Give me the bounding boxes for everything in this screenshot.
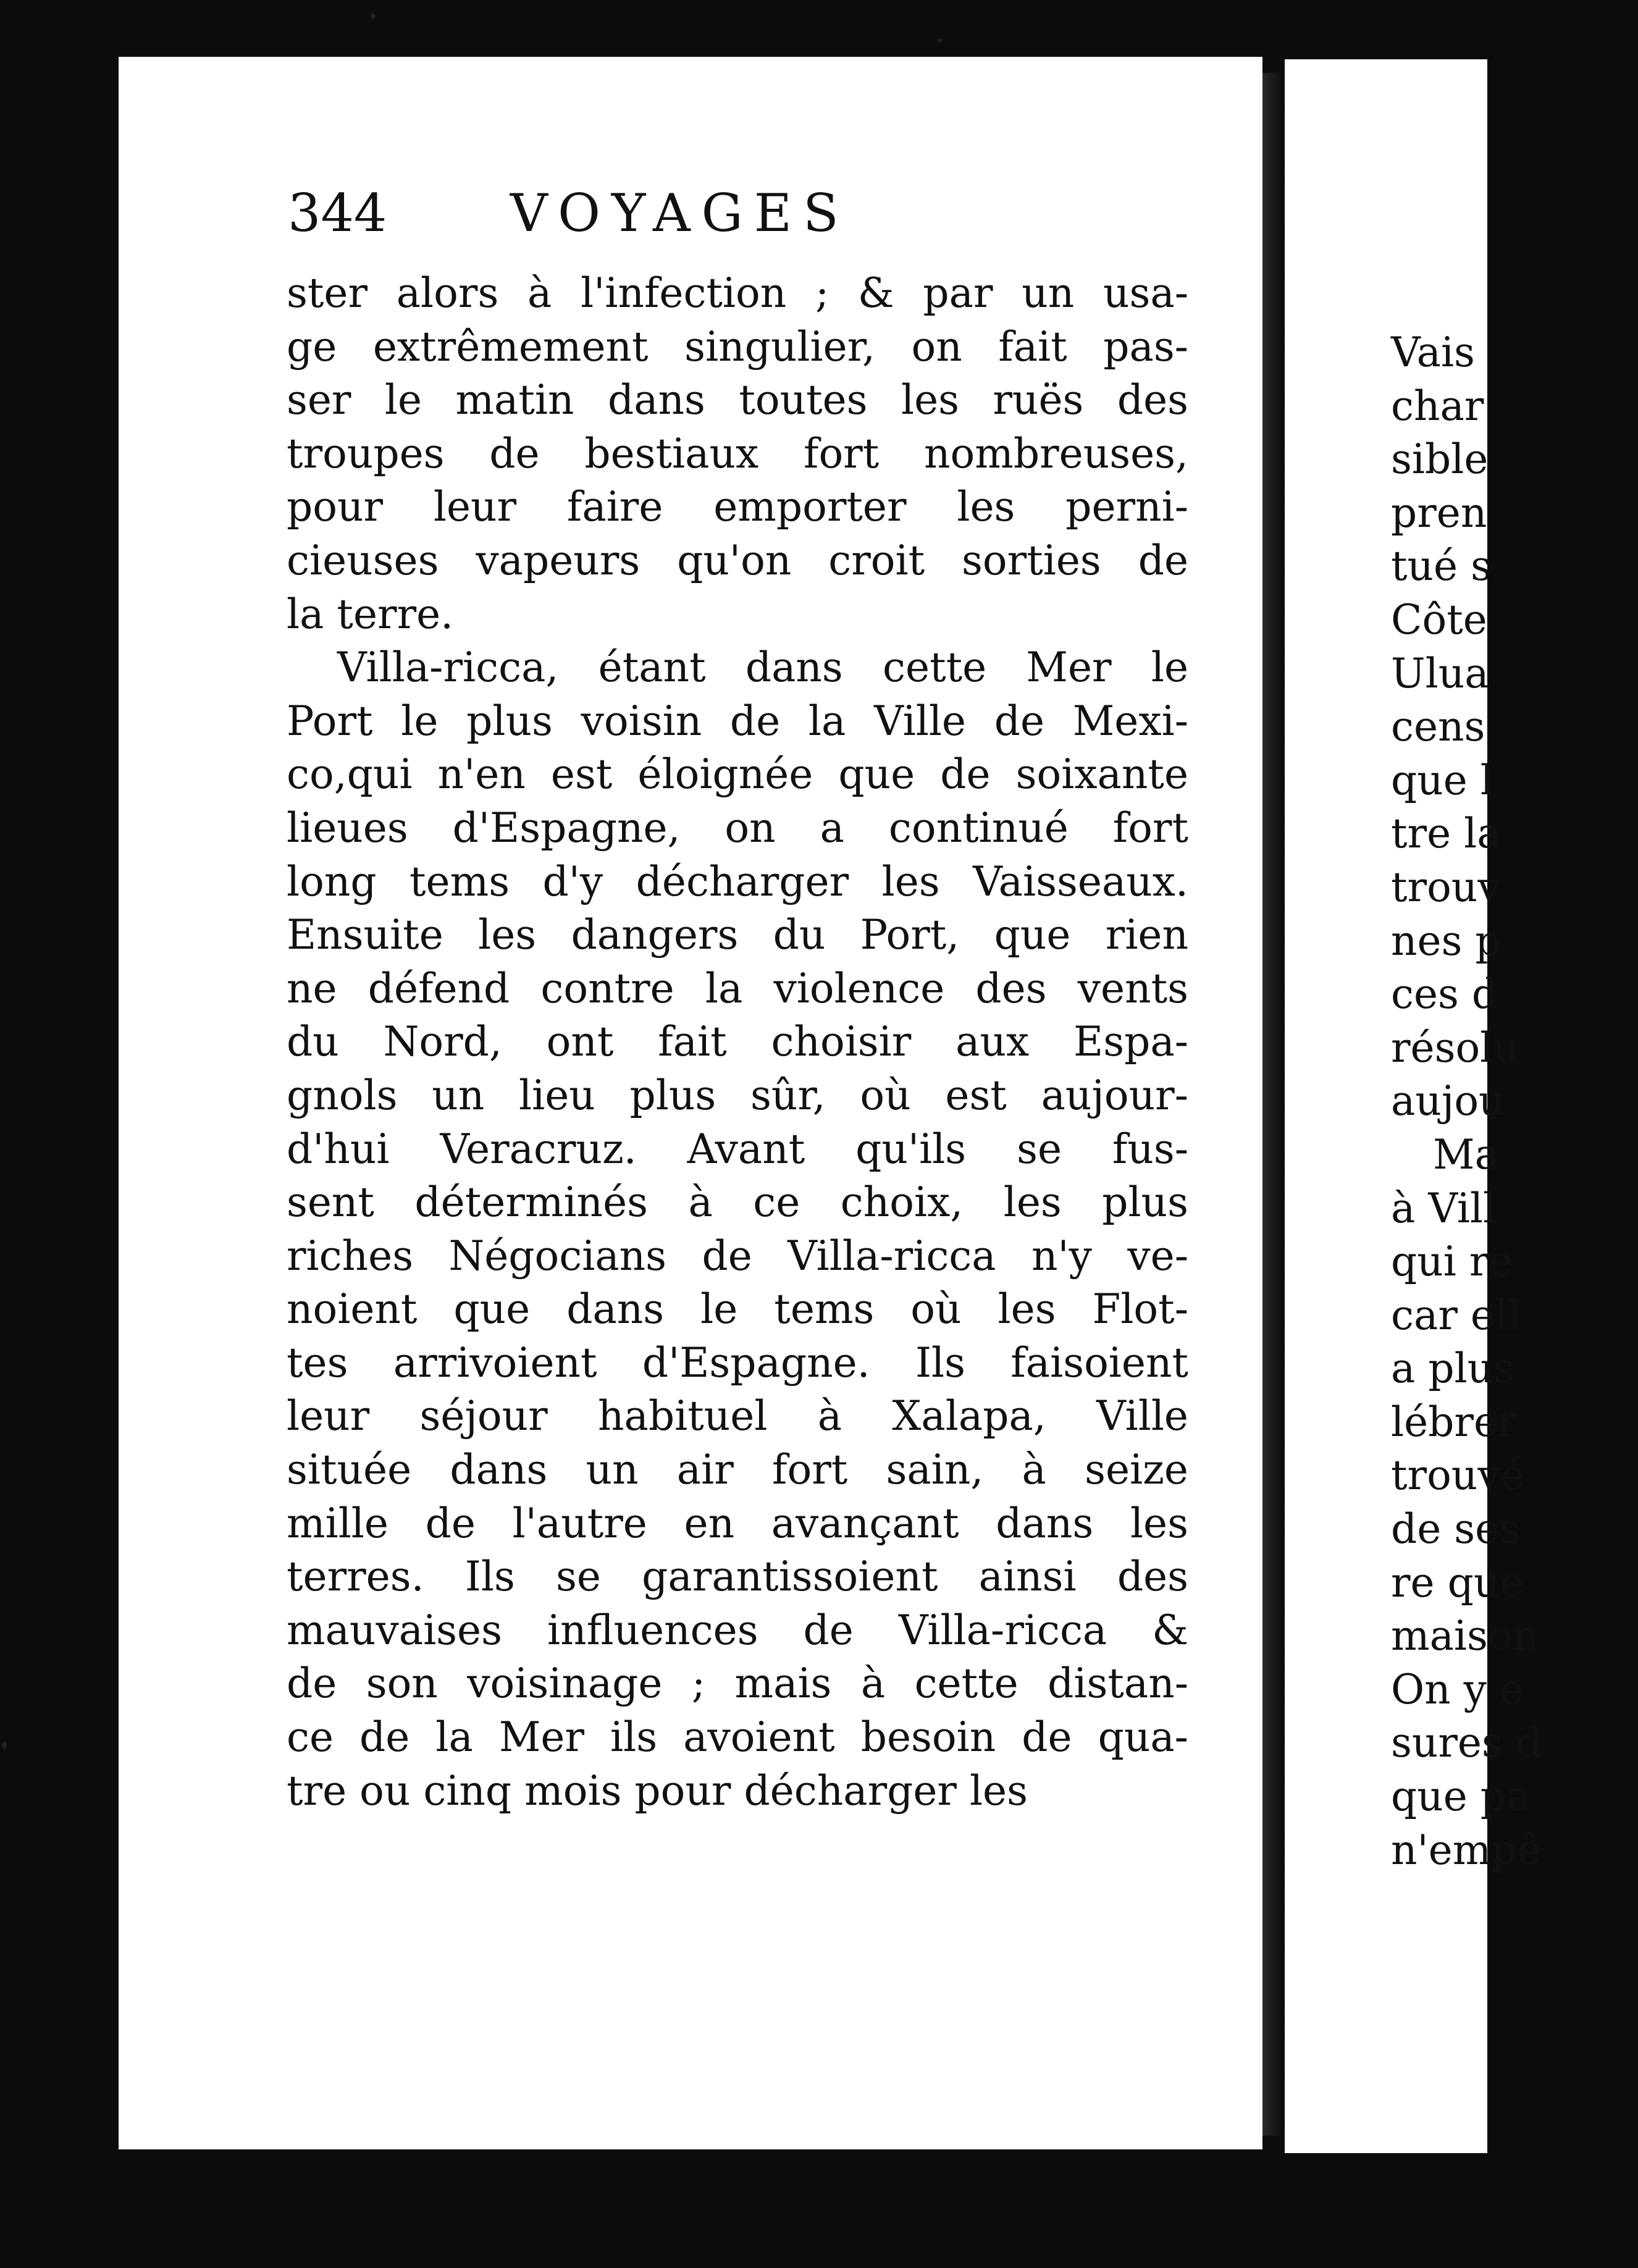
text-line: Villa-ricca, étant dans cette Mer le — [337, 644, 1188, 692]
text-line: ce de la Mer ils avoient besoin de qua- — [287, 1713, 1188, 1762]
text-line: du Nord, ont fait choisir aux Espa- — [287, 1018, 1188, 1066]
text-line: ser le matin dans toutes les ruës des — [287, 376, 1188, 424]
right-page-line-fragment: re que — [1391, 1558, 1524, 1606]
right-page-line-fragment: que pa — [1391, 1773, 1531, 1821]
text-line: tre ou cinq mois pour décharger les — [287, 1766, 1028, 1815]
right-page-line-fragment: nes p — [1391, 917, 1502, 965]
text-line: ster alors à l'infection ; & par un usa- — [287, 269, 1188, 317]
text-line: riches Négocians de Villa-ricca n'y ve- — [287, 1232, 1188, 1280]
book-gutter — [1262, 73, 1285, 2136]
right-page-line-fragment: Côte — [1391, 595, 1487, 644]
right-page-line-fragment: Vais — [1391, 329, 1475, 376]
text-line: la terre. — [287, 590, 454, 638]
body-text — [287, 267, 1188, 1818]
text-line: cieuses vapeurs qu'on croit sorties de — [287, 536, 1188, 584]
text-line: pour leur faire emporter les perni- — [287, 483, 1188, 531]
text-line: gnols un lieu plus sûr, où est aujour- — [287, 1071, 1188, 1119]
scan-speck — [371, 14, 376, 19]
scan-speck — [938, 38, 942, 43]
right-page-line-fragment: qui re — [1391, 1238, 1513, 1286]
right-page — [1285, 59, 1542, 2153]
right-page-line-fragment: sures d — [1391, 1719, 1542, 1767]
text-line: Port le plus voisin de la Ville de Mexi- — [287, 697, 1188, 745]
text-line: co,qui n'en est éloignée que de soixante — [287, 750, 1188, 799]
right-page-line-fragment: de ses — [1391, 1505, 1521, 1553]
text-line: située dans un air fort sain, à seize — [287, 1446, 1188, 1494]
right-page-line-fragment: ces d — [1391, 970, 1498, 1018]
scan-speck — [2, 1742, 7, 1749]
right-page-line-fragment: à Vill — [1391, 1184, 1497, 1232]
right-page-line-fragment: a plus — [1391, 1345, 1515, 1393]
text-line: Ensuite les dangers du Port, que rien — [287, 911, 1188, 959]
right-page-line-fragment: trouvé — [1391, 1451, 1525, 1500]
running-title: VOYAGES — [510, 183, 850, 243]
right-page-line-fragment: char — [1391, 382, 1484, 430]
text-line: tes arrivoient d'Espagne. Ils faisoient — [287, 1338, 1188, 1387]
text-line: leur séjour habituel à Xalapa, Ville — [287, 1392, 1188, 1440]
text-line: d'hui Veracruz. Avant qu'ils se fus- — [287, 1125, 1188, 1173]
text-line: sent déterminés à ce choix, les plus — [287, 1178, 1188, 1227]
text-line: mauvaises influences de Villa-ricca & — [287, 1606, 1188, 1654]
text-line: troupes de bestiaux fort nombreuses, — [287, 429, 1188, 477]
right-page-line-fragment: Ma — [1433, 1130, 1499, 1178]
right-page-line-fragment: Ulua — [1391, 649, 1489, 697]
text-line: ge extrêmement singulier, on fait pas- — [287, 322, 1188, 371]
right-page-line-fragment: On y e — [1391, 1665, 1524, 1713]
right-page-line-fragment: lébrer — [1391, 1398, 1518, 1446]
right-page-line-fragment: sible — [1391, 435, 1489, 484]
right-page-line-fragment: tre la — [1391, 810, 1502, 858]
right-page-line-fragment: n'empê — [1391, 1826, 1542, 1874]
right-page-line-fragment: résolu — [1391, 1023, 1519, 1072]
text-line: lieues d'Espagne, on a continué fort — [287, 804, 1188, 852]
right-page-line-fragment: que l — [1391, 756, 1493, 804]
text-line: ne défend contre la violence des vents — [287, 964, 1188, 1012]
right-page-text-fragments — [1391, 326, 1638, 1877]
page-number: 344 — [288, 183, 387, 243]
page-header — [288, 183, 992, 251]
text-line: noient que dans le tems où les Flot- — [287, 1285, 1188, 1334]
right-page-line-fragment: pren — [1391, 489, 1487, 537]
text-line: de son voisinage ; mais à cette distan- — [287, 1660, 1188, 1708]
text-line: mille de l'autre en avançant dans les — [287, 1499, 1188, 1547]
right-page-line-fragment: aujou — [1391, 1077, 1505, 1125]
right-page-line-fragment: trouv — [1391, 863, 1501, 911]
right-page-line-fragment: car ell — [1391, 1291, 1521, 1339]
right-page-line-fragment: tué s — [1391, 542, 1492, 590]
right-page-line-fragment: maison — [1391, 1612, 1539, 1660]
right-page-line-fragment: cens — [1391, 703, 1485, 751]
text-line: terres. Ils se garantissoient ainsi des — [287, 1553, 1188, 1601]
text-line: long tems d'y décharger les Vaisseaux. — [287, 857, 1188, 905]
